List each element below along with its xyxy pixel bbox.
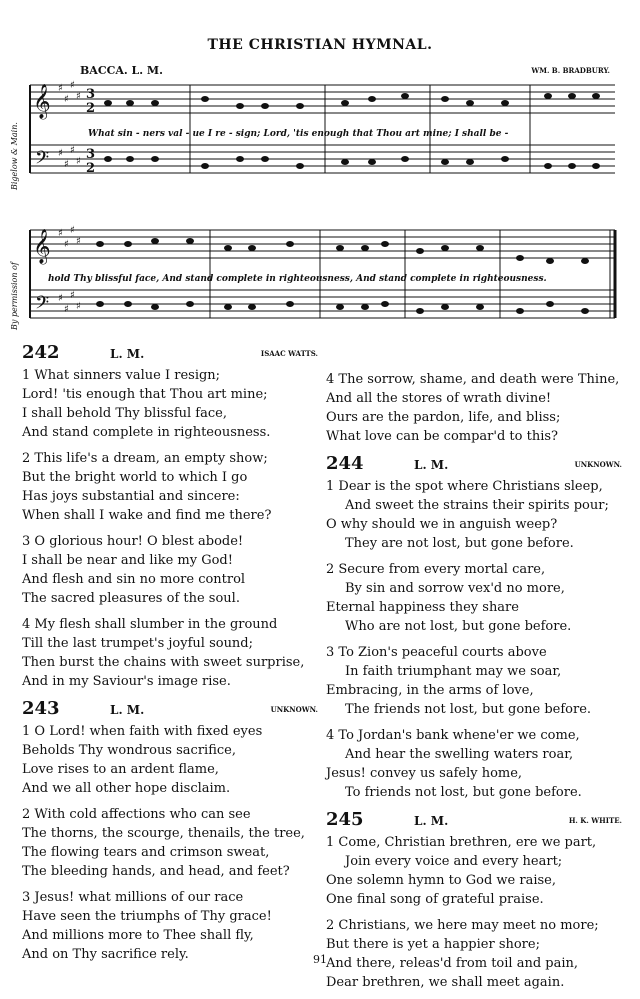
svg-text:𝄞: 𝄞 <box>33 84 51 119</box>
svg-text:♯: ♯ <box>76 301 81 312</box>
verse-line: To friends not lost, but gone before. <box>345 785 582 800</box>
svg-text:♯: ♯ <box>58 228 63 239</box>
tune-name: BACCA. L. M. <box>80 64 163 77</box>
verse-line: 3 O glorious hour! O blest abode! <box>22 534 244 549</box>
svg-text:2: 2 <box>86 101 96 116</box>
verse-line: And all the stores of wrath divine! <box>326 391 552 406</box>
svg-text:𝄢: 𝄢 <box>35 293 50 318</box>
verse-line: One final song of grateful praise. <box>326 892 544 907</box>
verse-line: The bleeding hands, and head, and feet? <box>22 864 290 879</box>
hymn-number: 245 <box>326 809 364 830</box>
stanza <box>326 643 626 719</box>
verse-line: What love can be compar'd to this? <box>326 429 559 444</box>
verse-line: 1 Dear is the spot where Christians sleep, <box>326 479 603 494</box>
composer: WM. B. BRADBURY. <box>531 66 610 75</box>
hymn-meter: L. M. <box>414 458 449 472</box>
verse-line: The sacred pleasures of the soul. <box>22 591 240 606</box>
svg-text:3: 3 <box>86 87 96 102</box>
verse-line: And sweet the strains their spirits pour; <box>345 498 609 513</box>
side-label-permission: By permission of <box>10 262 19 330</box>
verse-line: 2 With cold affections who can see <box>22 807 251 822</box>
svg-text:♯: ♯ <box>76 156 81 167</box>
svg-text:♯: ♯ <box>64 159 69 170</box>
verse-line: In faith triumphant may we soar, <box>345 664 562 679</box>
music-staves <box>0 75 640 340</box>
verse-line: And we all other hope disclaim. <box>22 781 231 796</box>
stanza <box>22 805 322 881</box>
verse-line: 2 Christians, we here may meet no more; <box>326 918 599 933</box>
verse-line: Love rises to an ardent flame, <box>22 762 219 777</box>
side-label-publisher: Bigelow & Main. <box>10 122 19 190</box>
svg-text:♯: ♯ <box>58 83 63 94</box>
stanza <box>326 833 626 909</box>
hymn-number: 243 <box>22 698 60 719</box>
verse-line: Have seen the triumphs of Thy grace! <box>22 909 272 924</box>
verse-line: But the bright world to which I go <box>22 470 248 485</box>
svg-text:♯: ♯ <box>70 145 75 156</box>
hymn-author: H. K. WHITE. <box>568 816 622 825</box>
verse-line: Then burst the chains with sweet surprise, <box>22 655 305 670</box>
stanza <box>22 532 322 608</box>
verse-line: I shall be near and like my God! <box>22 553 233 568</box>
hymn-243 <box>22 698 322 964</box>
verse-line: Till the last trumpet's joyful sound; <box>22 636 254 651</box>
verse-line: They are not lost, but gone before. <box>345 536 574 551</box>
hymn-number: 244 <box>326 453 364 474</box>
hymn-author: ISAAC WATTS. <box>260 349 318 358</box>
verse-line: By sin and sorrow vex'd no more, <box>345 581 565 596</box>
hymn-number: 242 <box>22 342 60 363</box>
svg-text:♯: ♯ <box>64 304 69 315</box>
hymn-meter: L. M. <box>110 347 145 361</box>
page-number: 91 <box>313 953 327 966</box>
stanza <box>326 726 626 802</box>
stanza <box>326 560 626 636</box>
left-column <box>22 342 322 971</box>
svg-text:3: 3 <box>86 147 96 162</box>
verse-line: Jesus! convey us safely home, <box>326 766 523 781</box>
svg-text:♯: ♯ <box>70 290 75 301</box>
svg-text:♯: ♯ <box>76 91 81 102</box>
verse-line: Join every voice and every heart; <box>345 854 563 869</box>
verse-line: Lord! 'tis enough that Thou art mine; <box>22 387 268 402</box>
verse-line: 2 This life's a dream, an empty show; <box>22 451 268 466</box>
right-column <box>326 370 626 999</box>
hymn-meter: L. M. <box>414 814 449 828</box>
svg-text:♯: ♯ <box>64 94 69 105</box>
verse-line: And millions more to Thee shall fly, <box>22 928 254 943</box>
svg-text:♯: ♯ <box>70 225 75 236</box>
verse-line: 1 O Lord! when faith with fixed eyes <box>22 724 263 739</box>
stanza <box>22 615 322 691</box>
verse-line: 1 Come, Christian brethren, ere we part, <box>326 835 597 850</box>
verse-line: One solemn hymn to God we raise, <box>326 873 557 888</box>
verse-line: Eternal happiness they share <box>326 600 519 615</box>
svg-text:♯: ♯ <box>70 80 75 91</box>
verse-line: 4 To Jordan's bank whene'er we come, <box>326 728 580 743</box>
verse-line: Embracing, in the arms of love, <box>326 683 534 698</box>
hymn-author: UNKNOWN. <box>270 705 318 714</box>
verse-line: 3 Jesus! what millions of our race <box>22 890 244 905</box>
verse-line: 2 Secure from every mortal care, <box>326 562 546 577</box>
verse-line: The flowing tears and crimson sweat, <box>22 845 270 860</box>
verse-line: Beholds Thy wondrous sacrifice, <box>22 743 236 758</box>
verse-line: O why should we in anguish weep? <box>326 517 558 532</box>
svg-text:𝄞: 𝄞 <box>33 229 51 264</box>
verse-line: And there, releas'd from toil and pain, <box>326 956 579 971</box>
svg-text:♯: ♯ <box>76 236 81 247</box>
verse-line: 4 My flesh shall slumber in the ground <box>22 617 278 632</box>
hymn-meter: L. M. <box>110 703 145 717</box>
stanza <box>22 366 322 442</box>
hymn-242 <box>22 342 322 691</box>
verse-line: 1 What sinners value I resign; <box>22 368 221 383</box>
verse-line: The friends not lost, but gone before. <box>345 702 592 717</box>
svg-text:2: 2 <box>86 161 96 176</box>
verse-line: And hear the swelling waters roar, <box>345 747 574 762</box>
verse-line: Who are not lost, but gone before. <box>345 619 572 634</box>
verse-line: But there is yet a happier shore; <box>326 937 540 952</box>
verse-line: And stand complete in righteousness. <box>22 425 271 440</box>
svg-text:♯: ♯ <box>64 239 69 250</box>
verse-line: 3 To Zion's peaceful courts above <box>326 645 547 660</box>
stanza <box>22 449 322 525</box>
verse-line: 4 The sorrow, shame, and death were Thine, <box>326 372 620 387</box>
verse-line: Dear brethren, we shall meet again. <box>326 975 565 990</box>
music-lyrics-line-2: hold Thy blissful face, And stand complete in righteousness, And stand complete in righteousness. <box>48 274 547 284</box>
hymn-author: UNKNOWN. <box>574 460 622 469</box>
verse-line: Ours are the pardon, life, and bliss; <box>326 410 561 425</box>
verse-line: And flesh and sin no more control <box>22 572 246 587</box>
hymn-244 <box>326 453 626 802</box>
music-lyrics-line-1: What sin - ners val - ue I re - sign; Lord, 'tis enough that Thou art mine; I shall be - <box>88 129 509 139</box>
stanza <box>22 722 322 798</box>
verse-line: The thorns, the scourge, thenails, the tree, <box>22 826 305 841</box>
verse-line: When shall I wake and find me there? <box>22 508 272 523</box>
stanza-243-4 <box>326 370 626 446</box>
stanza <box>326 477 626 553</box>
verse-line: I shall behold Thy blissful face, <box>22 406 227 421</box>
verse-line: And in my Saviour's image rise. <box>22 674 231 689</box>
verse-line: Has joys substantial and sincere: <box>22 489 240 504</box>
svg-text:♯: ♯ <box>58 148 63 159</box>
page-title: THE CHRISTIAN HYMNAL. <box>207 37 433 53</box>
svg-text:𝄢: 𝄢 <box>35 148 50 173</box>
svg-text:♯: ♯ <box>58 293 63 304</box>
verse-line: And on Thy sacrifice rely. <box>22 947 189 962</box>
